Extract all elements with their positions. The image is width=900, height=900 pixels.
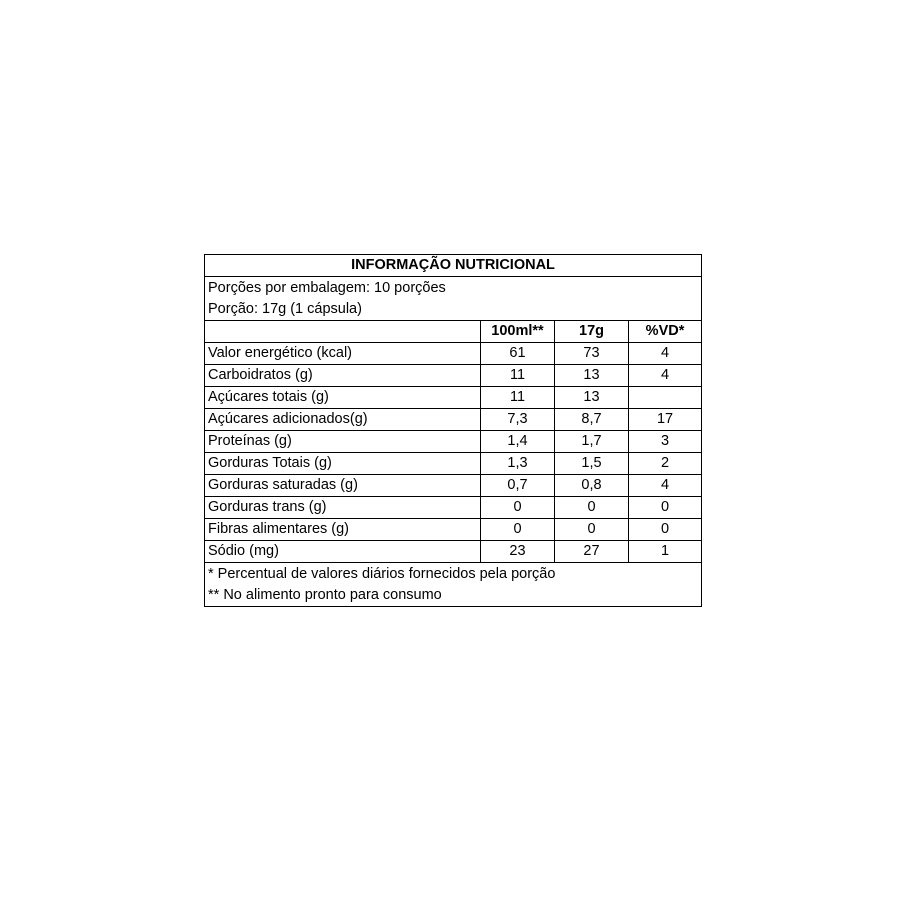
value-17g: 0,8	[555, 475, 629, 497]
value-17g: 13	[555, 387, 629, 409]
servings-per-package: Porções por embalagem: 10 porções	[205, 277, 702, 299]
nutrient-label: Proteínas (g)	[205, 431, 481, 453]
table-row	[205, 519, 702, 541]
header-blank-cell	[205, 321, 481, 343]
table-row	[205, 475, 702, 497]
value-17g: 0	[555, 497, 629, 519]
table-row	[205, 541, 702, 563]
nutrient-label: Fibras alimentares (g)	[205, 519, 481, 541]
table-row	[205, 453, 702, 475]
value-vd: 4	[629, 343, 702, 365]
value-vd: 0	[629, 497, 702, 519]
value-100ml: 11	[481, 365, 555, 387]
column-header-100ml: 100ml**	[481, 321, 555, 343]
value-100ml: 23	[481, 541, 555, 563]
table-title: INFORMAÇÃO NUTRICIONAL	[205, 255, 702, 277]
value-17g: 27	[555, 541, 629, 563]
nutrition-facts-table	[204, 254, 702, 607]
nutrient-label: Gorduras Totais (g)	[205, 453, 481, 475]
value-vd: 1	[629, 541, 702, 563]
table-row	[205, 387, 702, 409]
value-100ml: 1,3	[481, 453, 555, 475]
value-100ml: 61	[481, 343, 555, 365]
value-vd: 4	[629, 365, 702, 387]
value-17g: 13	[555, 365, 629, 387]
table-row	[205, 431, 702, 453]
footnote-ready-to-consume: ** No alimento pronto para consumo	[205, 585, 702, 607]
column-header-17g: 17g	[555, 321, 629, 343]
nutrient-label: Carboidratos (g)	[205, 365, 481, 387]
value-17g: 73	[555, 343, 629, 365]
table-row	[205, 409, 702, 431]
table-row	[205, 365, 702, 387]
value-100ml: 7,3	[481, 409, 555, 431]
value-vd: 2	[629, 453, 702, 475]
table-row	[205, 497, 702, 519]
value-17g: 0	[555, 519, 629, 541]
value-vd: 4	[629, 475, 702, 497]
value-100ml: 1,4	[481, 431, 555, 453]
column-header-vd: %VD*	[629, 321, 702, 343]
nutrient-label: Açúcares totais (g)	[205, 387, 481, 409]
value-vd: 0	[629, 519, 702, 541]
value-vd: 17	[629, 409, 702, 431]
value-17g: 8,7	[555, 409, 629, 431]
nutrient-label: Valor energético (kcal)	[205, 343, 481, 365]
value-vd: 3	[629, 431, 702, 453]
value-100ml: 0	[481, 497, 555, 519]
portion-size: Porção: 17g (1 cápsula)	[205, 299, 702, 321]
nutrient-label: Gorduras trans (g)	[205, 497, 481, 519]
nutrient-label: Açúcares adicionados(g)	[205, 409, 481, 431]
value-100ml: 0	[481, 519, 555, 541]
value-100ml: 11	[481, 387, 555, 409]
value-vd	[629, 387, 702, 409]
value-17g: 1,5	[555, 453, 629, 475]
table-row	[205, 343, 702, 365]
footnote-vd: * Percentual de valores diários fornecidos pela porção	[205, 563, 702, 585]
nutrient-label: Gorduras saturadas (g)	[205, 475, 481, 497]
nutrient-label: Sódio (mg)	[205, 541, 481, 563]
value-17g: 1,7	[555, 431, 629, 453]
value-100ml: 0,7	[481, 475, 555, 497]
